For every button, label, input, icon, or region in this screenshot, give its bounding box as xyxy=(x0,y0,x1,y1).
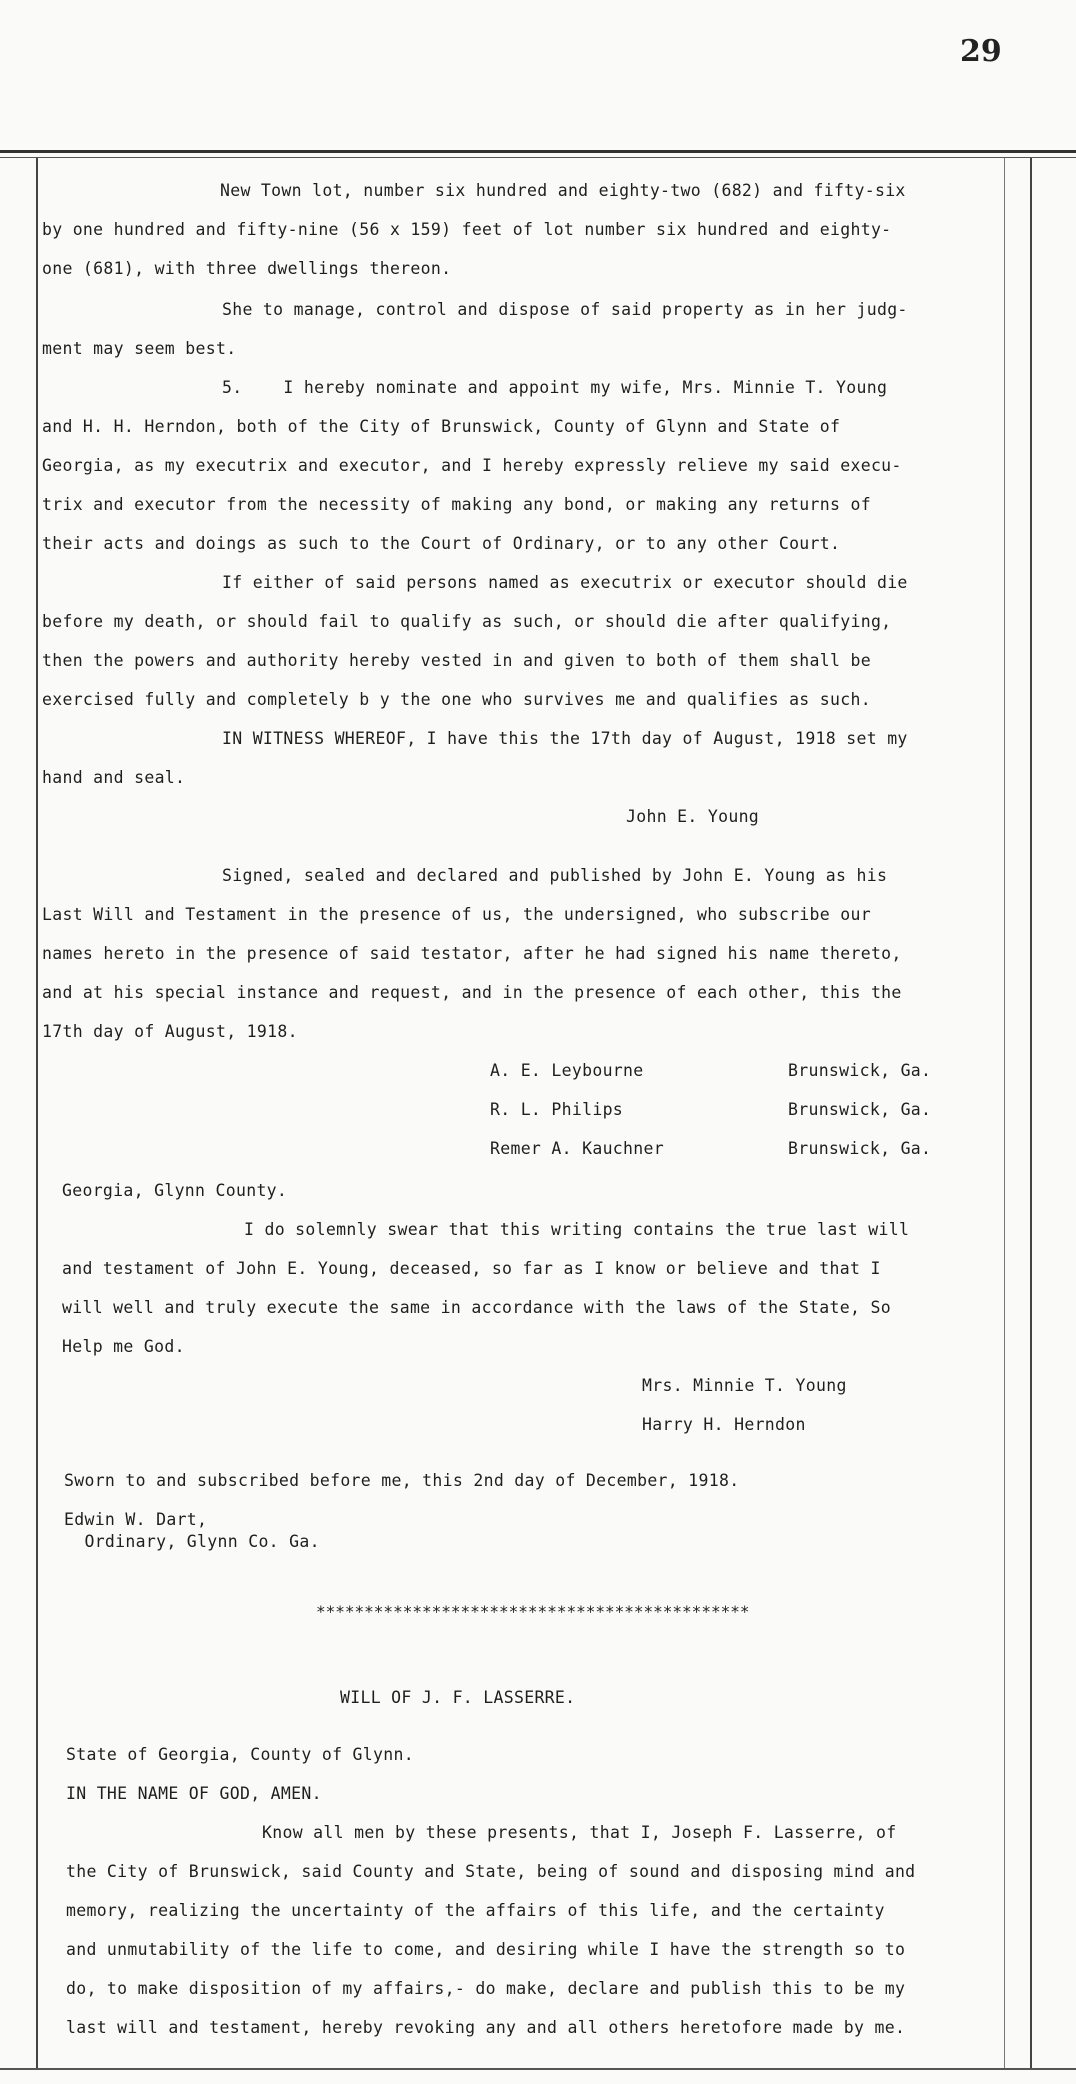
left-margin-rule xyxy=(36,158,38,2068)
right-margin-rule-inner xyxy=(1004,158,1005,2068)
will-heading: WILL OF J. F. LASSERRE. xyxy=(340,1688,576,1707)
text-line: IN THE NAME OF GOD, AMEN. xyxy=(66,1784,322,1803)
witness-name: A. E. Leybourne xyxy=(490,1061,644,1080)
text-line: names hereto in the presence of said testator, after he had signed his name thereto, xyxy=(42,944,902,963)
text-line: ment may seem best. xyxy=(42,339,237,358)
text-line: exercised fully and completely b y the one who survives me and qualifies as such. xyxy=(42,690,871,709)
text-line: Last Will and Testament in the presence of us, the undersigned, who subscribe our xyxy=(42,905,871,924)
text-line: New Town lot, number six hundred and eighty-two (682) and fifty-six xyxy=(220,181,906,200)
text-line: trix and executor from the necessity of making any bond, or making any returns of xyxy=(42,495,871,514)
executrix-signature: Mrs. Minnie T. Young xyxy=(642,1376,847,1395)
text-line: last will and testament, hereby revoking any and all others heretofore made by me. xyxy=(66,2018,906,2037)
text-line: Georgia, Glynn County. xyxy=(62,1181,288,1200)
text-line: hand and seal. xyxy=(42,768,186,787)
text-line: and testament of John E. Young, deceased, so far as I know or believe and that I xyxy=(62,1259,881,1278)
text-line: the City of Brunswick, said County and State, being of sound and disposing mind and xyxy=(66,1862,916,1881)
witness-name: R. L. Philips xyxy=(490,1100,624,1119)
text-line: If either of said persons named as executrix or executor should die xyxy=(222,573,908,592)
text-line: Help me God. xyxy=(62,1337,185,1356)
text-line: State of Georgia, County of Glynn. xyxy=(66,1745,414,1764)
top-rule-thin xyxy=(0,157,1076,158)
text-line: Sworn to and subscribed before me, this 2nd day of December, 1918. xyxy=(64,1471,740,1490)
text-line: then the powers and authority hereby vested in and given to both of them shall be xyxy=(42,651,871,670)
text-line: I do solemnly swear that this writing contains the true last will xyxy=(244,1220,910,1239)
text-line: do, to make disposition of my affairs,- do make, declare and publish this to be my xyxy=(66,1979,906,1998)
text-line: will well and truly execute the same in accordance with the laws of the State, So xyxy=(62,1298,891,1317)
bottom-rule xyxy=(0,2068,1076,2070)
text-line: Signed, sealed and declared and published by John E. Young as his xyxy=(222,866,888,885)
executor-signature: Harry H. Herndon xyxy=(642,1415,806,1434)
text-line: and unmutability of the life to come, and desiring while I have the strength so to xyxy=(66,1940,906,1959)
text-line: 5. I hereby nominate and appoint my wife, Mrs. Minnie T. Young xyxy=(222,378,888,397)
text-line: Know all men by these presents, that I, Joseph F. Lasserre, of xyxy=(262,1823,897,1842)
text-line: one (681), with three dwellings thereon. xyxy=(42,259,452,278)
text-line: memory, realizing the uncertainty of the affairs of this life, and the certainty xyxy=(66,1901,885,1920)
text-line: Georgia, as my executrix and executor, and I hereby expressly relieve my said execu- xyxy=(42,456,902,475)
ordinary-name: Edwin W. Dart, xyxy=(64,1510,208,1529)
witness-city: Brunswick, Ga. xyxy=(788,1061,932,1080)
text-line: 17th day of August, 1918. xyxy=(42,1022,298,1041)
witness-name: Remer A. Kauchner xyxy=(490,1139,664,1158)
text-line: IN WITNESS WHEREOF, I have this the 17th day of August, 1918 set my xyxy=(222,729,908,748)
separator-stars: ********************************************* xyxy=(316,1602,750,1621)
right-margin-rule xyxy=(1030,158,1032,2068)
top-rule xyxy=(0,150,1076,153)
text-line: before my death, or should fail to qualify as such, or should die after qualifying, xyxy=(42,612,892,631)
text-line: by one hundred and fifty-nine (56 x 159) feet of lot number six hundred and eighty- xyxy=(42,220,892,239)
ordinary-title: Ordinary, Glynn Co. Ga. xyxy=(64,1532,320,1551)
text-line: and at his special instance and request, and in the presence of each other, this the xyxy=(42,983,902,1002)
text-line: their acts and doings as such to the Court of Ordinary, or to any other Court. xyxy=(42,534,841,553)
witness-city: Brunswick, Ga. xyxy=(788,1100,932,1119)
text-line: and H. H. Herndon, both of the City of Brunswick, County of Glynn and State of xyxy=(42,417,841,436)
page-number: 29 xyxy=(960,34,1002,69)
witness-city: Brunswick, Ga. xyxy=(788,1139,932,1158)
testator-signature: John E. Young xyxy=(626,807,760,826)
text-line: She to manage, control and dispose of said property as in her judg- xyxy=(222,300,908,319)
